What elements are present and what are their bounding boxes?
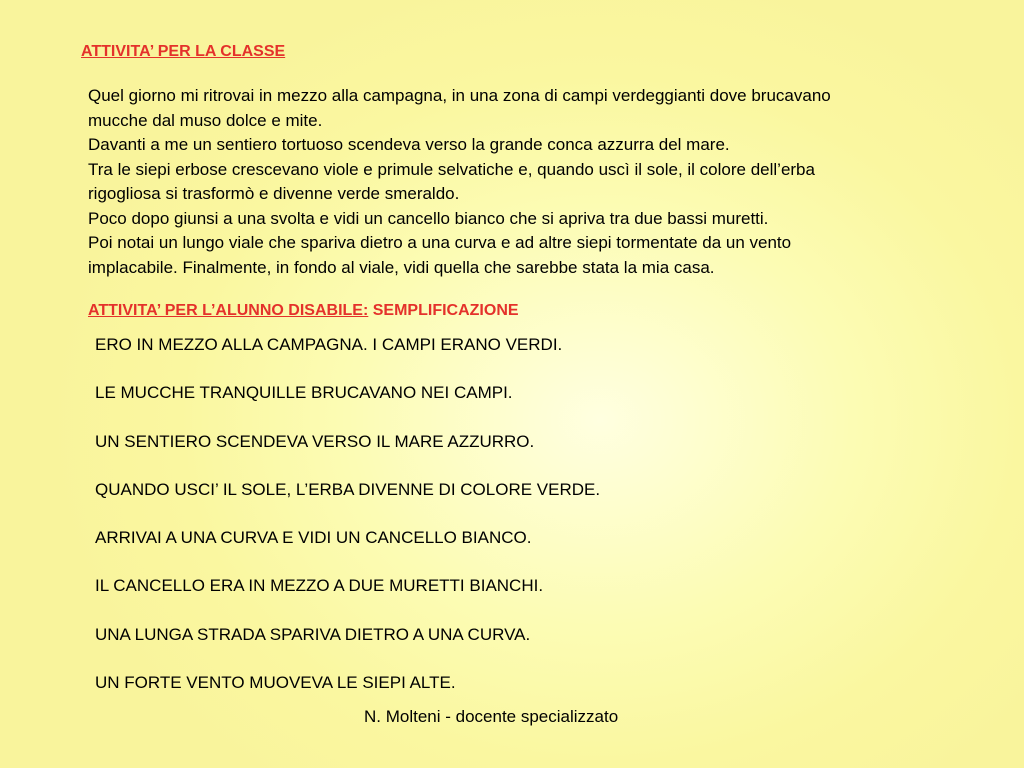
paragraph-line: Poi notai un lungo viale che spariva dietro a una curva e ad altre siepi tormentate da un vento xyxy=(88,233,792,252)
simplified-sentence: UNA LUNGA STRADA SPARIVA DIETRO A UNA CURVA. xyxy=(95,624,531,644)
simplified-sentence: ERO IN MEZZO ALLA CAMPAGNA. I CAMPI ERANO VERDI. xyxy=(95,335,563,354)
disabled-activity-heading-label: ATTIVITA’ PER L’ALUNNO DISABILE: xyxy=(88,302,369,319)
paragraph-line: Tra le siepi erbose crescevano viole e primule selvatiche e, quando uscì il sole, il colore dell’erba xyxy=(88,159,815,179)
simplified-sentence: UN FORTE VENTO MUOVEVA LE SIEPI ALTE. xyxy=(95,673,456,693)
paragraph-line: Davanti a me un sentiero tortuoso scendeva verso la grande conca azzurra del mare. xyxy=(88,135,730,154)
simplified-sentence: UN SENTIERO SCENDEVA VERSO IL MARE AZZURRO. xyxy=(95,431,535,451)
paragraph-line: Quel giorno mi ritrovai in mezzo alla campagna, in una zona di campi verdeggianti dove brucavano xyxy=(88,86,831,105)
simplification-label: SEMPLIFICAZIONE xyxy=(368,302,519,319)
disabled-activity-heading xyxy=(88,302,519,320)
simplified-sentence: ARRIVAI A UNA CURVA E VIDI UN CANCELLO BIANCO. xyxy=(95,528,532,548)
author-credit: N. Molteni - docente specializzato xyxy=(364,707,619,726)
paragraph-line: rigogliosa si trasformò e divenne verde smeraldo. xyxy=(88,184,460,203)
paragraph-line: Poco dopo giunsi a una svolta e vidi un cancello bianco che si apriva tra due bassi muretti. xyxy=(88,208,769,228)
paragraph-line: mucche dal muso dolce e mite. xyxy=(88,110,323,130)
simplified-sentence: IL CANCELLO ERA IN MEZZO A DUE MURETTI BIANCHI. xyxy=(95,576,544,596)
paragraph-line: implacabile. Finalmente, in fondo al viale, vidi quella che sarebbe stata la mia casa. xyxy=(88,257,715,277)
simplified-sentence: QUANDO USCI’ IL SOLE, L’ERBA DIVENNE DI COLORE VERDE. xyxy=(95,479,601,499)
simplified-sentence-list xyxy=(95,334,600,720)
class-activity-paragraph xyxy=(88,84,968,280)
simplified-sentence: LE MUCCHE TRANQUILLE BRUCAVANO NEI CAMPI. xyxy=(95,383,513,403)
class-activity-heading: ATTIVITA’ PER LA CLASSE xyxy=(81,43,286,60)
